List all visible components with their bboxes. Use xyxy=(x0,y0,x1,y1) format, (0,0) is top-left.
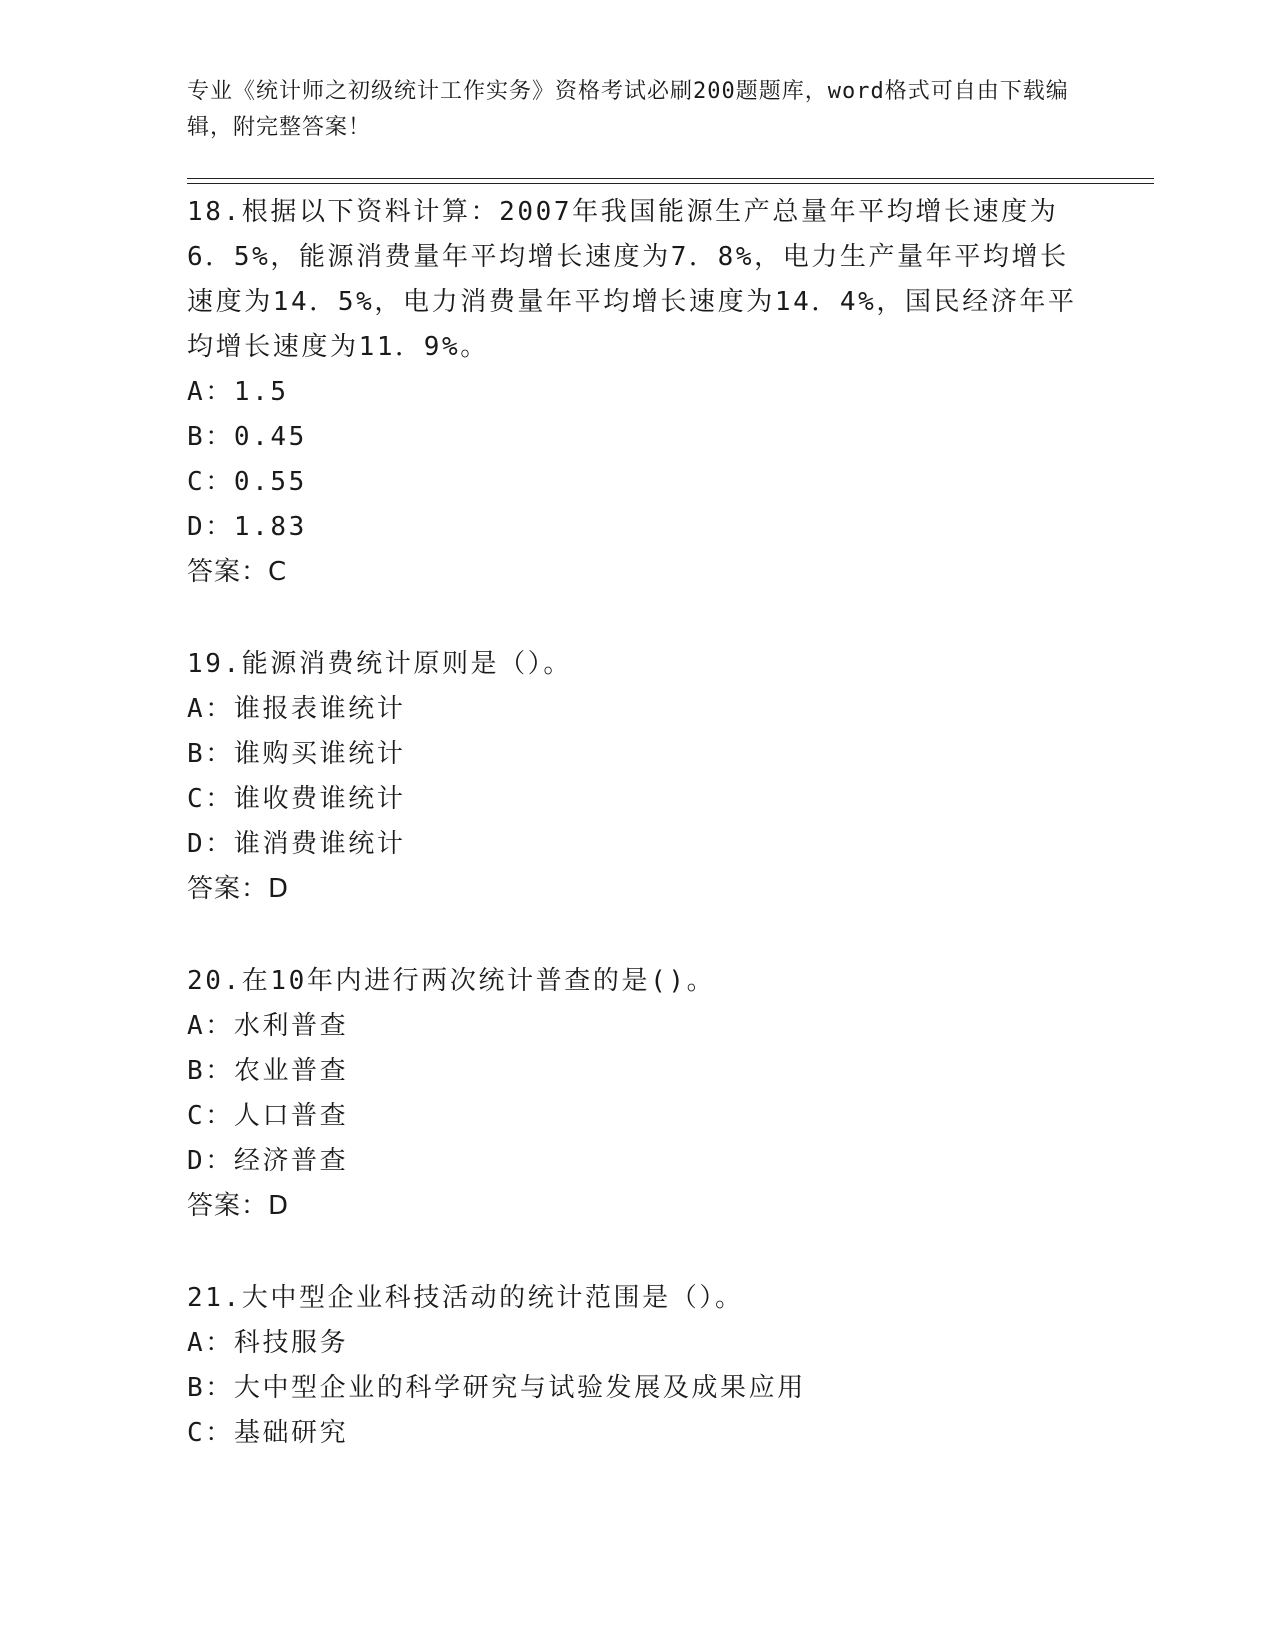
option-d: D：谁消费谁统计 xyxy=(187,829,406,859)
answer: 答案：C xyxy=(187,557,288,587)
question-stem: 21.大中型企业科技活动的统计范围是（）。 xyxy=(187,1283,744,1313)
option-d: D：经济普查 xyxy=(187,1146,349,1176)
question-stem: 20.在10年内进行两次统计普查的是()。 xyxy=(187,966,716,996)
option-d: D：1.83 xyxy=(187,512,307,542)
question-18 xyxy=(187,190,1087,595)
answer: 答案：D xyxy=(187,874,290,904)
question-list xyxy=(187,190,1087,1503)
question-19 xyxy=(187,642,1087,912)
option-b: B：农业普查 xyxy=(187,1056,349,1086)
question-20 xyxy=(187,959,1087,1229)
option-a: A：水利普查 xyxy=(187,1011,349,1041)
option-a: A：1.5 xyxy=(187,377,289,407)
option-c: C：人口普查 xyxy=(187,1101,349,1131)
header-divider-bottom xyxy=(187,183,1154,184)
question-stem: 18.根据以下资料计算：2007年我国能源生产总量年平均增长速度为6．5%，能源消费量年平均增长速度为7．8%，电力生产量年平均增长速度为14．5%，电力消费量年平均增长速度为14．4%，国民经济年平均增长速度为11．9%。 xyxy=(187,197,1077,362)
option-c: C：基础研究 xyxy=(187,1418,349,1448)
option-b: B：谁购买谁统计 xyxy=(187,739,406,769)
question-21 xyxy=(187,1276,1087,1456)
question-stem: 19.能源消费统计原则是（）。 xyxy=(187,649,572,679)
option-c: C：0.55 xyxy=(187,467,307,497)
document-header: 专业《统计师之初级统计工作实务》资格考试必刷200题题库，word格式可自由下载编辑，附完整答案！ xyxy=(187,79,1069,140)
option-a: A：谁报表谁统计 xyxy=(187,694,406,724)
option-a: A：科技服务 xyxy=(187,1328,349,1358)
option-c: C：谁收费谁统计 xyxy=(187,784,406,814)
header-divider-top xyxy=(187,178,1154,179)
answer: 答案：D xyxy=(187,1191,290,1221)
option-b: B：大中型企业的科学研究与试验发展及成果应用 xyxy=(187,1373,806,1403)
option-b: B：0.45 xyxy=(187,422,307,452)
